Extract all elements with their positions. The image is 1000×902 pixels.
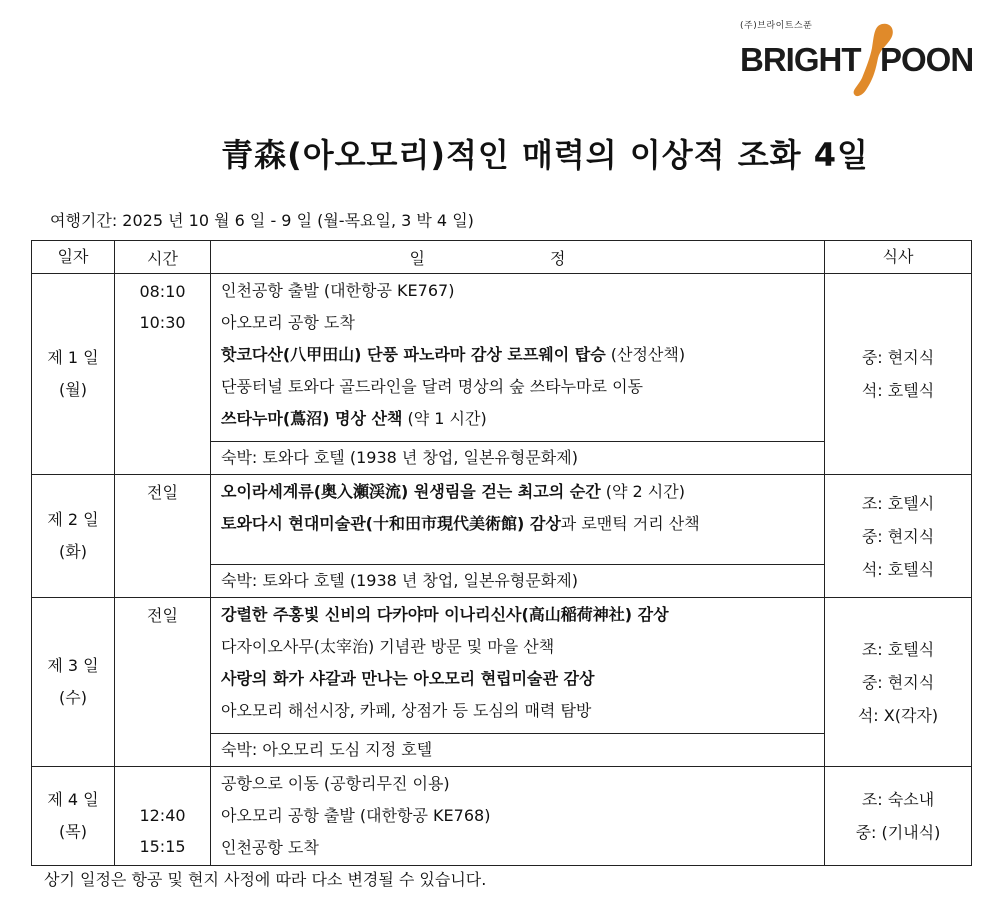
page-title: 青森(아오모리)적인 매력의 이상적 조화 4일 [221, 136, 869, 174]
meal-item: 중: 현지식 [861, 672, 935, 692]
time-cell [115, 274, 211, 475]
table-row [32, 475, 972, 565]
schedule-text: 인천공항 도착 [221, 838, 319, 857]
weekday-label: (월) [59, 380, 87, 399]
lodging-info: 숙박: 토와다 호텔 (1938 년 창업, 일본유형문화제) [211, 565, 825, 598]
itinerary-table [31, 240, 972, 866]
schedule-text: 아오모리 해선시장, 카페, 상점가 등 도심의 매력 탐방 [221, 701, 592, 720]
schedule-cell [211, 598, 825, 734]
weekday-label: (화) [59, 542, 87, 561]
meal-item: 석: 호텔식 [861, 559, 935, 579]
table-row [32, 598, 972, 734]
meal-item: 중: 현지식 [861, 348, 935, 367]
schedule-text: 아오모리 공항 도착 [221, 313, 355, 332]
schedule-line [221, 800, 824, 832]
time-value [115, 769, 210, 800]
meal-item: 조: 호텔식 [861, 639, 935, 659]
day-label: 제 4 일 [47, 790, 99, 809]
schedule-cell [211, 274, 825, 442]
weekday-label: (목) [59, 822, 87, 841]
meal-cell [825, 767, 972, 866]
schedule-highlight: 강렬한 주홍빛 신비의 다카야마 이나리신사(高山稲荷神社) 감상 [221, 605, 669, 624]
logo-word-bright: BRIGHT [740, 41, 861, 78]
day-label: 제 1 일 [47, 348, 99, 367]
schedule-text: 과 로맨틱 거리 산책 [560, 514, 700, 533]
day-label: 제 3 일 [47, 656, 99, 675]
schedule-line [221, 599, 824, 631]
time-value: 15:15 [139, 837, 186, 856]
travel-period: 여행기간: 2025 년 10 월 6 일 - 9 일 (월-목요일, 3 박 4 일) [50, 211, 474, 230]
table-header-row [32, 241, 972, 274]
schedule-highlight: 오이라세계류(奥入瀬渓流) 원생림을 걷는 최고의 순간 [221, 482, 601, 501]
time-value: 10:30 [139, 313, 186, 332]
schedule-highlight: 쓰타누마(蔦沼) 명상 산책 [221, 409, 403, 428]
schedule-line [221, 403, 824, 435]
schedule-line [221, 371, 824, 403]
schedule-highlight: 토와다시 현대미술관(十和田市現代美術館) 감상 [221, 514, 561, 533]
schedule-text: (약 2 시간) [600, 482, 685, 501]
schedule-line [221, 768, 824, 800]
day-cell [32, 274, 115, 475]
meal-item: 석: X(각자) [857, 705, 939, 725]
schedule-line [221, 275, 824, 307]
schedule-cell [211, 767, 825, 866]
meal-item: 중: (기내식) [855, 823, 941, 842]
meal-cell [825, 274, 972, 475]
header-schedule: 일 정 [211, 241, 825, 274]
schedule-line [221, 307, 824, 339]
time-cell [115, 598, 211, 767]
schedule-text: 단풍터널 토와다 골드라인을 달려 명상의 숲 쓰타누마로 이동 [221, 377, 644, 396]
day-cell [32, 767, 115, 866]
day-label: 제 2 일 [47, 510, 99, 529]
header-day: 일자 [32, 241, 115, 274]
weekday-label: (수) [59, 688, 87, 707]
lodging-info: 숙박: 아오모리 도심 지정 호텔 [211, 734, 825, 767]
schedule-highlight: 사랑의 화가 샤갈과 만나는 아오모리 현립미술관 감상 [221, 669, 595, 688]
time-value: 12:40 [139, 806, 186, 825]
schedule-line [221, 695, 824, 727]
schedule-text: (산정산책) [605, 345, 686, 364]
disclaimer-note: 상기 일정은 항공 및 현지 사정에 따라 다소 변경될 수 있습니다. [44, 870, 487, 889]
lodging-info: 숙박: 토와다 호텔 (1938 년 창업, 일본유형문화제) [211, 442, 825, 475]
time-value: 전일 [147, 606, 178, 625]
schedule-line [221, 631, 824, 663]
table-row [32, 274, 972, 442]
table-row [32, 767, 972, 866]
meal-item: 조: 호텔시 [861, 493, 935, 513]
brand-logo [740, 18, 974, 98]
schedule-line [221, 663, 824, 695]
schedule-line [221, 508, 824, 540]
schedule-line [221, 476, 824, 508]
day-cell [32, 475, 115, 598]
time-value: 전일 [147, 483, 178, 502]
day-cell [32, 598, 115, 767]
schedule-line [221, 832, 824, 864]
meal-item: 석: 호텔식 [861, 381, 935, 400]
schedule-text: 인천공항 출발 (대한항공 KE767) [221, 281, 455, 300]
time-cell [115, 767, 211, 866]
meal-cell [825, 475, 972, 598]
header-meal: 식사 [825, 241, 972, 274]
schedule-highlight: 핫코다산(八甲田山) 단풍 파노라마 감상 로프웨이 탑승 [221, 345, 606, 364]
logo-word-poon: POON [880, 41, 974, 78]
schedule-text: (약 1 시간) [402, 409, 487, 428]
schedule-text: 다자이오사무(太宰治) 기념관 방문 및 마을 산책 [221, 637, 555, 656]
schedule-text: 아오모리 공항 출발 (대한항공 KE768) [221, 806, 491, 825]
schedule-cell [211, 475, 825, 565]
schedule-text: 공항으로 이동 (공항리무진 이용) [221, 774, 450, 793]
meal-item: 조: 숙소내 [861, 790, 935, 809]
time-value: 08:10 [139, 282, 186, 301]
meal-cell [825, 598, 972, 767]
logo-company-name: (주)브라이트스푼 [740, 21, 813, 31]
schedule-line [221, 339, 824, 371]
time-cell [115, 475, 211, 598]
meal-item: 중: 현지식 [861, 526, 935, 546]
header-time: 시간 [115, 241, 211, 274]
